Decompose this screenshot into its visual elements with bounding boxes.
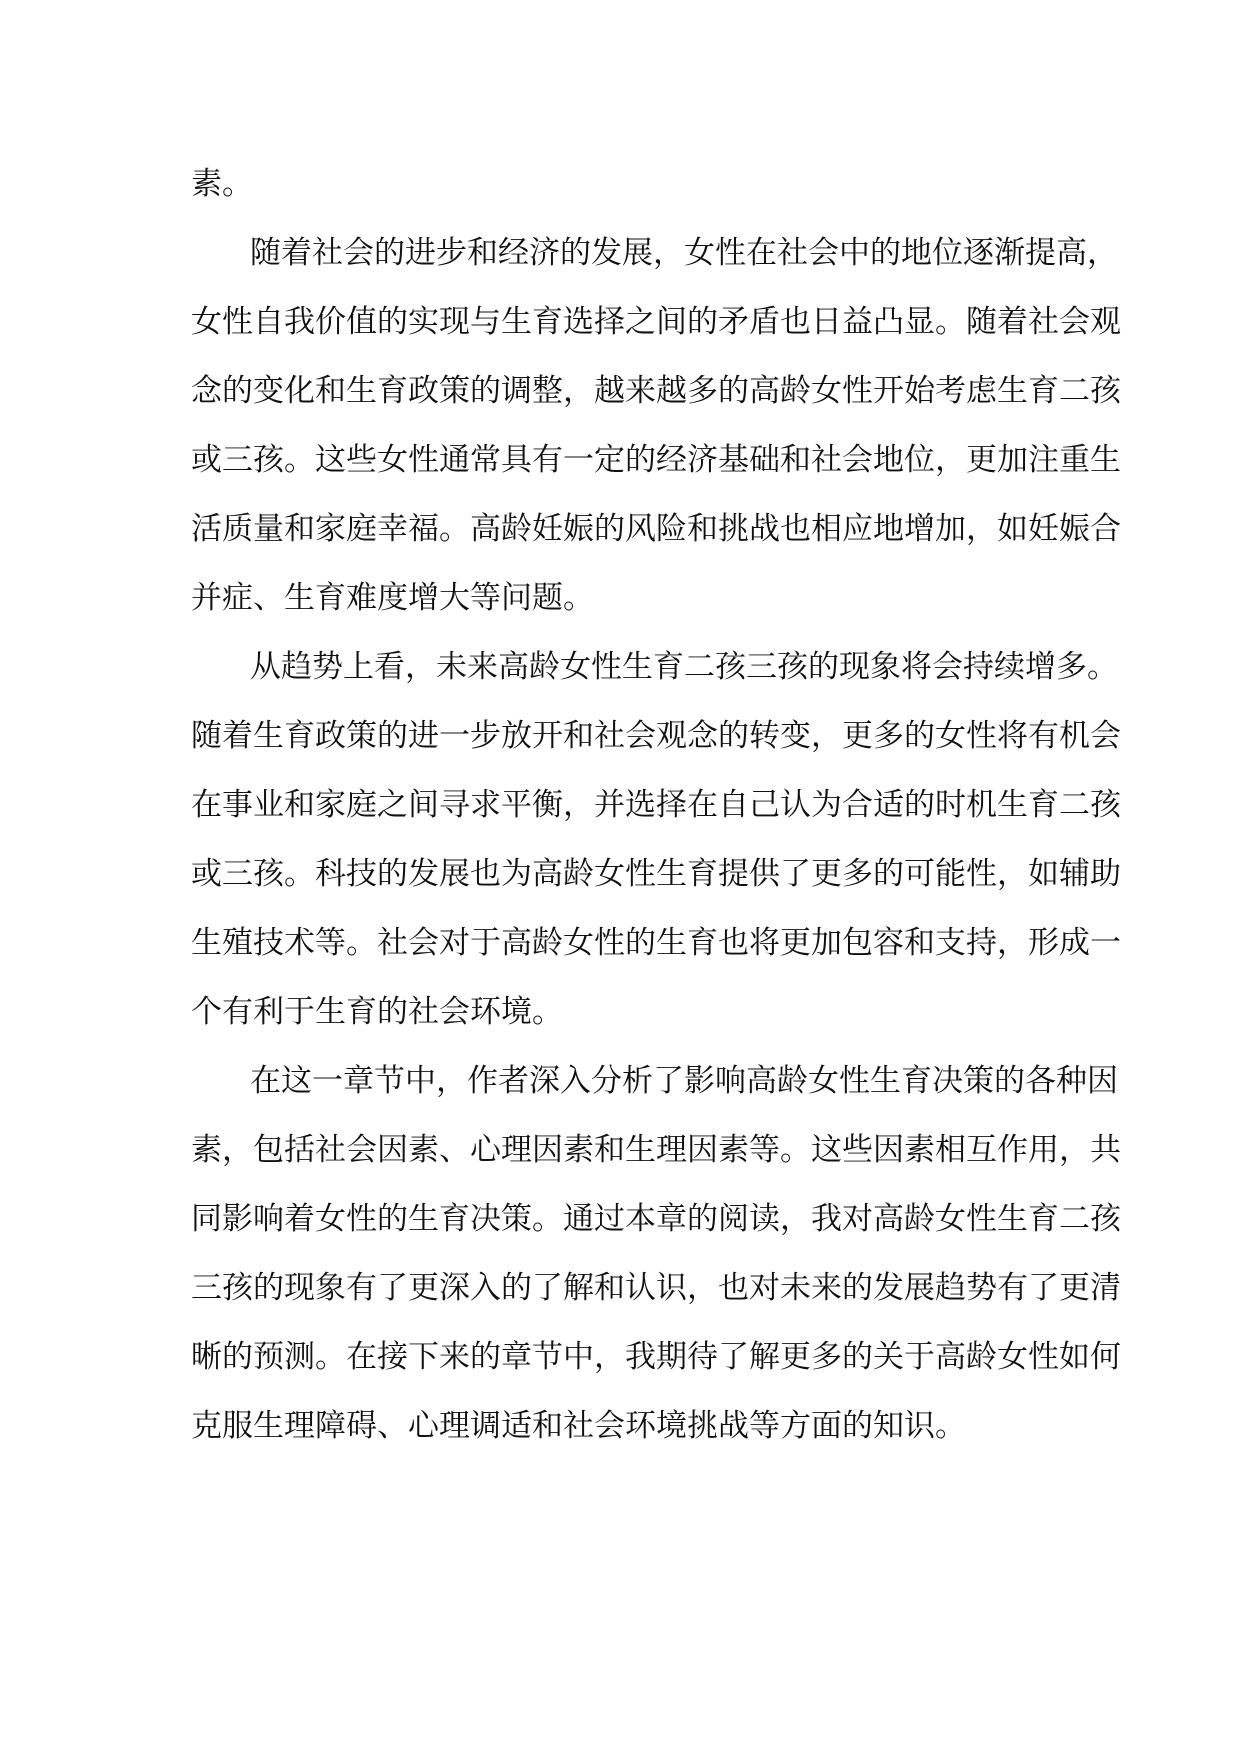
document-body	[191, 150, 1121, 1461]
text-line: 或三孩。科技的发展也为高龄女性生育提供了更多的可能性，如辅助	[191, 856, 1121, 892]
text-line: 活质量和家庭幸福。高龄妊娠的风险和挑战也相应地增加，如妊娠合	[191, 511, 1121, 547]
text-line: 或三孩。这些女性通常具有一定的经济基础和社会地位，更加注重生	[191, 442, 1121, 478]
text-line: 素，包括社会因素、心理因素和生理因素等。这些因素相互作用，共	[191, 1132, 1121, 1168]
text-line: 在事业和家庭之间寻求平衡，并选择在自己认为合适的时机生育二孩	[191, 787, 1121, 823]
text-line: 并症、生育难度增大等问题。	[191, 580, 594, 616]
paragraph-future-trend	[191, 633, 1121, 1047]
text-line: 从趋势上看，未来高龄女性生育二孩三孩的现象将会持续增多。	[250, 649, 1118, 685]
text-line: 念的变化和生育政策的调整，越来越多的高龄女性开始考虑生育二孩	[191, 373, 1121, 409]
text-line: 女性自我价值的实现与生育选择之间的矛盾也日益凸显。随着社会观	[191, 304, 1121, 340]
text-line: 同影响着女性的生育决策。通过本章的阅读，我对高龄女性生育二孩	[191, 1201, 1121, 1237]
text-line: 晰的预测。在接下来的章节中，我期待了解更多的关于高龄女性如何	[191, 1339, 1121, 1375]
text-line: 随着生育政策的进一步放开和社会观念的转变，更多的女性将有机会	[191, 718, 1121, 754]
text-line: 生殖技术等。社会对于高龄女性的生育也将更加包容和支持，形成一	[191, 925, 1121, 961]
paragraph-social-progress	[191, 219, 1121, 633]
text-line: 在这一章节中，作者深入分析了影响高龄女性生育决策的各种因	[250, 1063, 1118, 1099]
text-line: 随着社会的进步和经济的发展，女性在社会中的地位逐渐提高，	[250, 235, 1118, 271]
paragraph-chapter-summary	[191, 1047, 1121, 1461]
text-line: 素。	[191, 166, 253, 202]
paragraph-continuation	[191, 150, 1071, 219]
text-line: 个有利于生育的社会环境。	[191, 994, 563, 1030]
text-line: 三孩的现象有了更深入的了解和认识，也对未来的发展趋势有了更清	[191, 1270, 1121, 1306]
text-line: 克服生理障碍、心理调适和社会环境挑战等方面的知识。	[191, 1408, 966, 1444]
